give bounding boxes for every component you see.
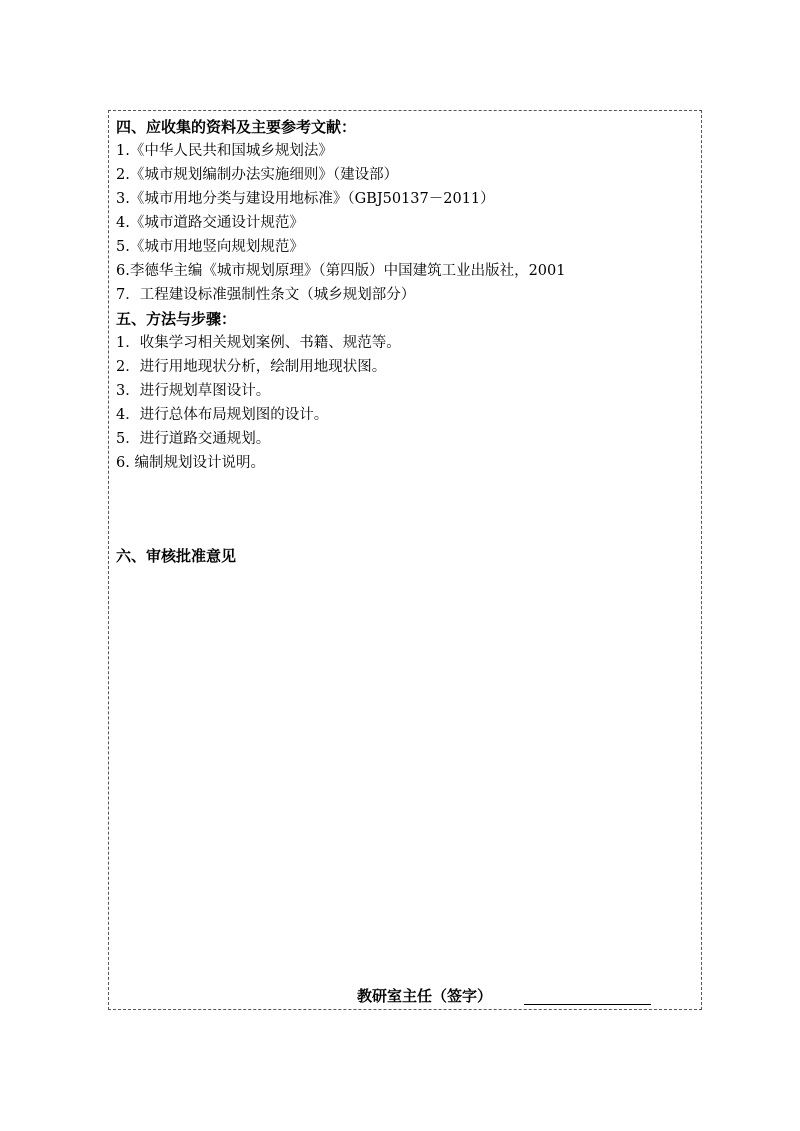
section6-heading: 六、审核批准意见 — [116, 547, 237, 565]
step-item: 3．进行规划草图设计。 — [116, 383, 271, 399]
reference-item: 7．工程建设标准强制性条文（城乡规划部分） — [116, 287, 416, 303]
signature-line[interactable] — [524, 1004, 651, 1005]
reference-item: 6.李德华主编《城市规划原理》（第四版）中国建筑工业出版社，2001 — [116, 263, 566, 279]
section5-heading: 五、方法与步骤： — [116, 310, 237, 328]
reference-item: 1.《中华人民共和国城乡规划法》 — [116, 143, 333, 159]
reference-item: 5.《城市用地竖向规划规范》 — [116, 239, 304, 255]
step-item: 2．进行用地现状分析，绘制用地现状图。 — [116, 359, 387, 375]
step-item: 4．进行总体布局规划图的设计。 — [116, 407, 329, 423]
reference-item: 3.《城市用地分类与建设用地标准》（GBJ50137－2011） — [116, 191, 495, 207]
reference-item: 4.《城市道路交通设计规范》 — [116, 215, 304, 231]
step-item: 6. 编制规划设计说明。 — [116, 455, 265, 471]
step-item: 1．收集学习相关规划案例、书籍、规范等。 — [116, 335, 401, 351]
signature-label: 教研室主任（签字） — [357, 987, 493, 1005]
section4-heading: 四、应收集的资料及主要参考文献： — [116, 118, 357, 136]
step-item: 5．进行道路交通规划。 — [116, 431, 271, 447]
reference-item: 2.《城市规划编制办法实施细则》（建设部） — [116, 167, 399, 183]
